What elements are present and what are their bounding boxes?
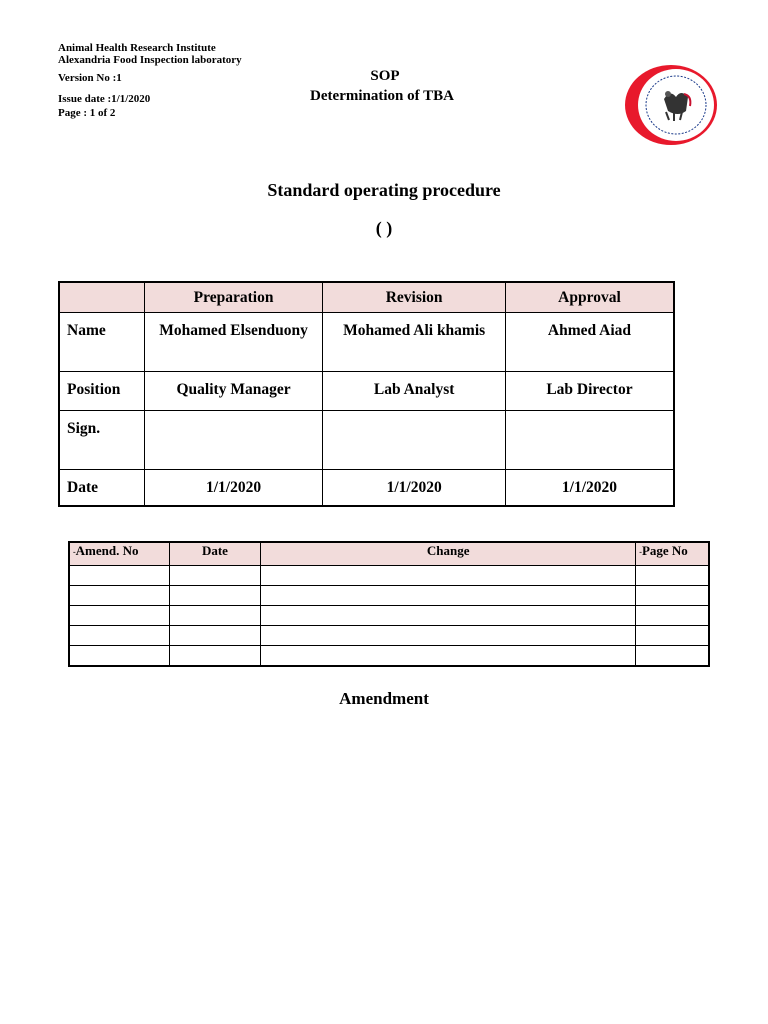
table-cell — [69, 606, 169, 626]
row-label: Position — [59, 372, 144, 411]
table-cell: Ahmed Aiad — [505, 313, 674, 372]
sop-label: SOP — [370, 68, 400, 84]
table-cell — [636, 566, 709, 586]
table-row — [69, 606, 709, 626]
row-label: Name — [59, 313, 144, 372]
table-cell: 1/1/2020 — [505, 470, 674, 507]
sop-title: Determination of TBA — [310, 88, 454, 104]
table-cell — [69, 566, 169, 586]
amendment-title: Amendment — [339, 689, 429, 708]
table-cell — [169, 626, 260, 646]
table-cell: Lab Analyst — [323, 372, 506, 411]
table-cell — [636, 626, 709, 646]
table-cell: Mohamed Ali khamis — [323, 313, 506, 372]
header-cell: -Amend. No — [69, 542, 169, 566]
header-cell: Date — [169, 542, 260, 566]
laboratory-name: Alexandria Food Inspection laboratory — [58, 54, 242, 66]
table-cell — [69, 626, 169, 646]
table-cell: Mohamed Elsenduony — [144, 313, 323, 372]
signature-cell — [505, 411, 674, 470]
table-cell — [261, 586, 636, 606]
ministry-seal-icon — [624, 64, 718, 146]
table-cell — [261, 646, 636, 667]
header-cell: Change — [261, 542, 636, 566]
header-cell: -Page No — [636, 542, 709, 566]
table-cell: 1/1/2020 — [323, 470, 506, 507]
table-cell — [261, 566, 636, 586]
table-row — [69, 566, 709, 586]
page-number: Page : 1 of 2 — [58, 107, 116, 119]
institute-name: Animal Health Research Institute — [58, 42, 216, 54]
table-row — [69, 586, 709, 606]
signature-table — [58, 281, 675, 507]
table-cell — [169, 646, 260, 667]
row-label: Date — [59, 470, 144, 507]
header-cell: Revision — [323, 282, 506, 313]
header-cell: Approval — [505, 282, 674, 313]
signature-cell — [323, 411, 506, 470]
table-cell: 1/1/2020 — [144, 470, 323, 507]
table-cell — [169, 606, 260, 626]
table-row — [59, 411, 674, 470]
table-cell: Quality Manager — [144, 372, 323, 411]
header-cell — [59, 282, 144, 313]
table-row — [59, 470, 674, 507]
table-cell — [69, 646, 169, 667]
version-number: Version No :1 — [58, 72, 122, 84]
table-cell — [636, 606, 709, 626]
amendment-table-header — [69, 542, 709, 566]
table-cell — [261, 606, 636, 626]
table-row — [59, 313, 674, 372]
amendment-table — [68, 541, 710, 667]
table-cell — [636, 646, 709, 667]
table-row — [69, 626, 709, 646]
table-cell — [169, 566, 260, 586]
row-label: Sign. — [59, 411, 144, 470]
table-cell — [69, 586, 169, 606]
title-parentheses: ( ) — [375, 218, 393, 238]
table-cell — [169, 586, 260, 606]
table-row — [59, 372, 674, 411]
table-cell — [261, 626, 636, 646]
table-cell — [636, 586, 709, 606]
signature-table-header — [59, 282, 674, 313]
issue-date: Issue date :1/1/2020 — [58, 93, 151, 105]
document-title: Standard operating procedure — [267, 180, 501, 200]
signature-cell — [144, 411, 323, 470]
table-row — [69, 646, 709, 667]
header-cell: Preparation — [144, 282, 323, 313]
table-cell: Lab Director — [505, 372, 674, 411]
